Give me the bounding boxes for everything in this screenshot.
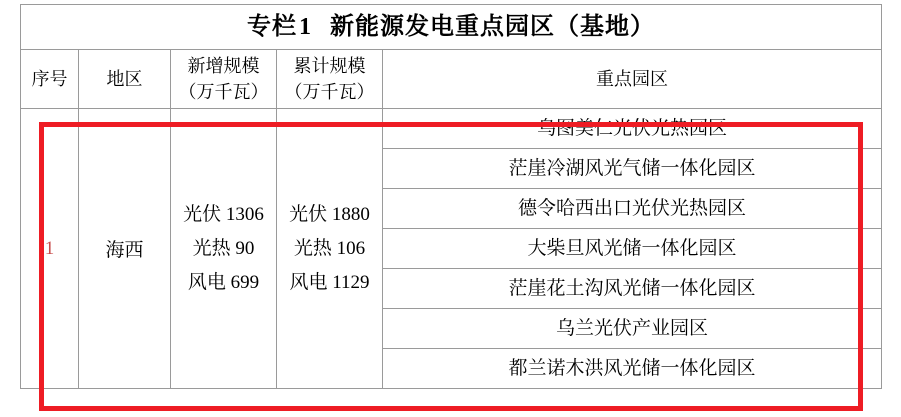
park-item: 茫崖冷湖风光气储一体化园区 <box>383 149 882 189</box>
column-header-new-scale <box>171 50 277 109</box>
column-header-seq-label: 序号 <box>31 69 68 89</box>
new-scale-pv: 光伏 1306 <box>183 203 264 225</box>
document-page <box>0 4 901 417</box>
new-energy-parks-table <box>20 4 882 389</box>
column-header-region-label: 地区 <box>106 69 143 89</box>
table-title-label: 专栏 <box>247 14 297 40</box>
table-title-text: 新能源发电重点园区（基地） <box>330 14 655 40</box>
table-title-row <box>21 5 882 50</box>
column-header-new-scale-unit: （万千瓦） <box>178 82 269 102</box>
cumulative-scale-pv: 光伏 1880 <box>289 203 370 225</box>
park-item: 德令哈西出口光伏光热园区 <box>383 189 882 229</box>
column-header-cumulative-scale <box>277 50 383 109</box>
column-header-key-parks <box>383 50 882 109</box>
row-cumulative-scale-values <box>277 109 383 389</box>
column-header-seq <box>21 50 79 109</box>
table-row <box>21 109 882 149</box>
park-item: 大柴旦风光储一体化园区 <box>383 229 882 269</box>
row-new-scale-values <box>171 109 277 389</box>
column-header-cumulative-scale-label: 累计规模 <box>293 56 366 76</box>
park-item: 乌兰光伏产业园区 <box>383 309 882 349</box>
row-seq-value: 1 <box>21 109 79 389</box>
cumulative-scale-solar-thermal: 光热 106 <box>293 237 366 259</box>
table-title <box>21 5 882 50</box>
row-region-value: 海西 <box>79 109 171 389</box>
column-header-new-scale-label: 新增规模 <box>187 56 260 76</box>
park-item: 都兰诺木洪风光储一体化园区 <box>383 349 882 389</box>
table-header-row <box>21 50 882 109</box>
park-item: 乌图美仁光伏光热园区 <box>383 109 882 149</box>
column-header-region <box>79 50 171 109</box>
new-scale-solar-thermal: 光热 90 <box>192 237 255 259</box>
table-title-number: 1 <box>299 14 312 40</box>
column-header-cumulative-scale-unit: （万千瓦） <box>284 82 375 102</box>
cumulative-scale-wind: 风电 1129 <box>289 271 370 293</box>
column-header-key-parks-label: 重点园区 <box>596 69 668 89</box>
new-scale-wind: 风电 699 <box>187 271 260 293</box>
park-item: 茫崖花土沟风光储一体化园区 <box>383 269 882 309</box>
